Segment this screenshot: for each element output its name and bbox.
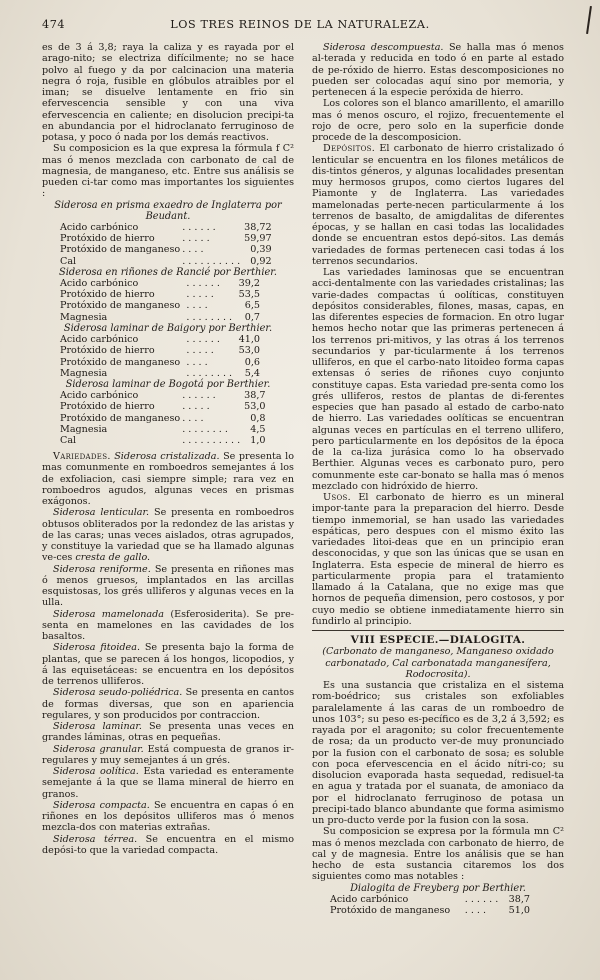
analysis-row [60, 368, 260, 379]
section-title: VIII ESPECIE.—DIALOGITA. [350, 634, 526, 646]
variety-tail: cresta de gallo. [75, 552, 151, 564]
running-title: LOS TRES REINOS DE LA NATURALEZA. [170, 18, 430, 31]
component-name: Acido carbónico [60, 278, 139, 290]
component-value: 0,8 [250, 412, 266, 424]
variety-item [42, 642, 294, 687]
analysis-row [60, 222, 272, 233]
variety-text: Se presenta en romboedros obtusos obliterados por la redondez de las aristas y de las caras; unas veces aislados, otras agrupados, y constituye la variedad que se ha llamado algunas ve-ces [42, 507, 294, 564]
leader-dots: . . . . . [186, 289, 214, 301]
leader-dots: . . . . [186, 300, 208, 312]
leader-dots: . . . . . [186, 345, 214, 357]
composition-paragraph: Su composicion es la que expresa la fórmula f C² mas ó menos mezclada con carbonato de cal de magnesia, de manganeso, etc. Entre sus análisis se pueden ci-tar como mas importantes los siguientes : [42, 143, 294, 200]
usos-label: Usos. [323, 492, 351, 503]
analysis-table [60, 222, 272, 267]
variety-text: Se presenta unas veces en grandes láminas, otras en pequeñas. [42, 721, 294, 744]
variety-name: Siderosa térrea. [53, 833, 138, 845]
component-name: Protóxido de manganeso [60, 244, 181, 256]
page-header [42, 18, 558, 31]
component-name: Acido carbónico [60, 222, 139, 233]
leader-dots: . . . . . . [182, 222, 216, 233]
component-value: 51,0 [508, 904, 530, 916]
leader-dots: . . . . . [182, 233, 210, 245]
component-name: Cal [60, 255, 77, 267]
variety-item [42, 834, 294, 857]
variety-text: Se encuentra en capas ó en riñones en los depósitos ulliferos mas ó menos mezcla-dos con materias extrañas. [42, 799, 294, 834]
variety-text: Esta variedad es enteramente semejante á la que se llama mineral de hierro en granos. [42, 766, 294, 800]
leader-dots: . . . . . . [186, 334, 220, 346]
analysis-row [60, 244, 272, 255]
varieties-label: Variedades. [53, 451, 111, 463]
descompuesta-text: Se halla mas ó menos al-terada y reducida en todo ó en parte al estado de pe-róxido de hierro. Estas descomposiciones no pueden ser colocadas aquí sino por memoria, y pertenecen á la especie peróxida de hierro. [312, 42, 564, 98]
intro-paragraph: es de 3 á 3,8; raya la caliza y es rayada por el arago-nito; se electriza difícilmente; no se hace polvo al fuego y da por calcinacion una materia negra ó roja, fusible en glóbulos atraibles por el iman; se disuelve lentamente en frio sin efervescencia sensible y con una viva efervescencia en caliente; en disolucion precipi-ta en abundancia por el hidroclanato ferruginoso de potasa, y poco ó nada por los demás reactivos. [42, 42, 294, 143]
variety-items [42, 507, 294, 856]
component-name: Protóxido de manganeso [60, 356, 181, 368]
analysis-row [60, 233, 272, 244]
left-column [42, 42, 294, 856]
leader-dots: . . . . . . . . [186, 311, 233, 323]
analysis-row [60, 345, 260, 356]
depositos-paragraph [312, 143, 564, 267]
analysis-row [330, 905, 530, 916]
analysis-row [60, 289, 260, 300]
variety-name: Siderosa oolítica. [53, 766, 139, 778]
variety-item [42, 721, 294, 744]
variety-text: Se presenta en riñones mas ó menos gruesos, implantados en las arcillas esquistosas, los grés ulliferos y algunas veces en la ulla. [42, 563, 294, 609]
dialogita-analysis-title: Dialogita de Freyberg por Berthier. [350, 882, 526, 894]
variety-item [42, 564, 294, 609]
component-name: Protóxido de hierro [60, 233, 155, 245]
colors-paragraph: Los colores son el blanco amarillento, el amarillo mas ó menos oscuro, el rojizo, frecuentemente el rojo de ocre, pero solo en la superficie donde procede de la descomposicion. [312, 98, 564, 143]
analysis-title: Siderosa laminar de Bogotá por Berthier. [65, 378, 271, 390]
analysis-row [60, 401, 266, 412]
leader-dots: . . . . . . . . . . [182, 255, 241, 267]
component-value: 38,7 [244, 390, 266, 402]
variety-text: Se presenta en cantos de formas diversas, que son en apariencia regulares, y son producidos por contraccion. [42, 687, 295, 721]
usos-paragraph [312, 492, 564, 627]
analysis-row [60, 278, 260, 289]
page-number: 474 [42, 18, 66, 31]
variety-item [42, 744, 294, 767]
variety-name: Siderosa reniforme. [53, 563, 151, 575]
variety-name: Siderosa lenticular. [53, 507, 150, 519]
margin-mark [586, 6, 592, 34]
component-name: Acido carbónico [60, 334, 139, 346]
analysis-row [60, 312, 260, 323]
usos-text: El carbonato de hierro es un mineral impor-tante para la preparacion del hierro. Desde tiempo inmemorial, se han usado las variedades espáticas, pero despues con el mismo éxito las variedades litoi-deas que en un principio eran desconocidas, y que son las únicas que se usan en Inglaterra. Esta especie de mineral de hierro es particularmente propia para el tratamiento llamado á la Catalana, que no exige mas que hornos de pequeña dimension, pero costosos, y por cuyo medio se obtiene inmediatamente hierro sin fundirlo al principio. [312, 492, 564, 627]
variety-name: Siderosa compacta. [53, 799, 150, 811]
component-value: 0,39 [250, 244, 272, 256]
analysis-row [60, 300, 260, 311]
component-value: 4,5 [250, 423, 266, 435]
variety-text: Se presenta bajo la forma de plantas, que se parecen á los hongos, licopodios, y á las equisetáceas: se encuentra en los depósitos de terrenos ulliferos. [42, 642, 294, 688]
component-value: 53,0 [238, 345, 260, 357]
varieties-paragraph [42, 451, 294, 507]
variety-text: Se encuentra en el mismo depósi-to que la variedad compacta. [42, 833, 294, 856]
leader-dots: . . . . . . [464, 893, 499, 905]
analysis-row [60, 390, 266, 401]
component-name: Protóxido de manganeso [330, 904, 451, 916]
variety-text: (Esferosiderita). Se pre-senta en mamelones en las cavidades de los basaltos. [42, 608, 294, 643]
component-value: 38,72 [244, 222, 272, 233]
variety-item [42, 687, 294, 721]
variety-item [42, 766, 294, 800]
component-name: Protóxido de manganeso [60, 412, 181, 424]
section-rule [312, 630, 564, 631]
component-name: Protóxido de hierro [60, 289, 155, 301]
analysis-row [60, 256, 272, 267]
analysis-table [60, 334, 260, 379]
leader-dots: . . . . . . [182, 390, 216, 402]
dialogita-analysis-table [330, 894, 530, 916]
component-value: 38,7 [508, 893, 530, 905]
leader-dots: . . . . [464, 904, 487, 916]
component-name: Acido carbónico [60, 390, 139, 402]
variety-name: Siderosa mamelonada [53, 608, 164, 620]
component-value: 53,5 [238, 289, 260, 301]
descompuesta-name: Siderosa descompuesta. [323, 42, 444, 53]
analysis-row [60, 413, 266, 424]
leader-dots: . . . . . . [186, 278, 220, 290]
varieties-name: Siderosa cristalizada. [114, 451, 220, 463]
variety-name: Siderosa granular. [53, 743, 144, 755]
leader-dots: . . . . [182, 412, 204, 424]
component-value: 0,7 [244, 311, 260, 323]
component-value: 53,0 [244, 401, 266, 413]
analysis-row [60, 334, 260, 345]
variety-name: Siderosa fitoidea. [53, 642, 140, 654]
component-name: Magnesia [60, 367, 108, 379]
right-column [312, 42, 564, 916]
variety-name: Siderosa laminar. [53, 721, 142, 733]
leader-dots: . . . . [186, 356, 208, 368]
component-value: 59,97 [244, 233, 272, 245]
component-value: 5,4 [244, 367, 260, 379]
variety-name: Siderosa seudo-poliédrica. [53, 687, 183, 699]
section-subtitle: (Carbonato de manganeso, Manganeso oxidado carbonatado, Cal carbonatada manganesífera, Rodocrosita). [322, 646, 554, 680]
dialogita-composition: Su composicion se expresa por la fórmula mn C² mas ó menos mezclada con carbonato de hierro, de cal y de magnesia. Entre los análisis que se han hecho de esta sustancia citaremos los dos siguientes como mas notables : [312, 826, 564, 883]
component-name: Magnesia [60, 423, 108, 435]
component-name: Protóxido de manganeso [60, 300, 181, 312]
analysis-table [60, 278, 260, 323]
leader-dots: . . . . . . . . . . [182, 435, 241, 446]
analysis-author: Beudant. [145, 210, 191, 222]
analysis-table [60, 390, 266, 446]
leader-dots: . . . . [182, 244, 204, 256]
analysis-row [60, 435, 266, 446]
analysis-row [330, 894, 530, 905]
analysis-title: Siderosa en riñones de Rancié por Berthier. [59, 266, 277, 278]
analysis-row [60, 424, 266, 435]
analysis-title: Siderosa laminar de Baigory por Berthier. [63, 322, 273, 334]
component-name: Protóxido de hierro [60, 401, 155, 413]
component-value: 0,92 [250, 255, 272, 267]
analysis-row [60, 357, 260, 368]
component-name: Cal [60, 435, 77, 446]
depositos-text: El carbonato de hierro cristalizado ó lenticular se encuentra en los filones metálicos de dis-tintos géneros, y algunas localidades presentan muy hermosos grupos, como ciertos lugares del Piamonte y de Inglaterra. Las variedades mamelonadas perte-necen particularmente á los terrenos de basalto, de amigdalitas de diferentes épocas, y se hallan en casi todas las localidades donde se encuentran estos depó-sitos. Las demás variedades de formas pertenecen casi todas á los terrenos secundarios. [312, 143, 564, 267]
variety-item [42, 609, 294, 643]
analyses-list [42, 200, 294, 447]
component-value: 39,2 [238, 278, 260, 290]
leader-dots: . . . . . . . . [186, 367, 233, 379]
component-value: 1,0 [250, 435, 266, 446]
variety-item [42, 507, 294, 563]
component-name: Acido carbónico [330, 893, 409, 905]
varieties-text: Se presenta lo mas comunmente en romboedros semejantes á los de exfoliacion, casi siempre simple; rara vez en romboedros agudos, algunas veces en prismas exágonos. [42, 451, 294, 508]
leader-dots: . . . . . [182, 401, 210, 413]
dialogita-paragraph: Es una sustancia que cristaliza en el sistema rom-boédrico; sus cristales son exfoliables paralelamente á las caras de un romboedro de unos 103°; su peso es-pecífico es de 3,2 á 3,592; es rayada por el aragonito; su color frecuentemente de rosa; da un producto ver-de muy pronunciado por la fusion con el carbonato de sosa; es soluble con poca efervescencia en el ácido nítri-co; su disolucion evaporada hasta sequedad, redisuel-ta en agua y tratada por el suanata, de amoniaco da por el hidroclanato ferruginoso de potasa un precipi-tado blanco abundante que forma asimismo un pro-ducto verde por la fusion con la sosa. [312, 680, 564, 826]
variety-text: Está compuesta de granos ir-regulares y muy semejantes á un grés. [42, 743, 294, 766]
laminosas-paragraph: Las variedades laminosas que se encuentran acci-dentalmente con las variedades cristalinas; las varie-dades compactas ú oolíticas, constituyen depósitos considerables, filones, masas, capas, en las diferentes especies de formacion. En otro lugar hemos hecho notar que las primeras pertenecen á los terrenos pri-mitivos, y las otras á los terrenos secundarios y par-ticularmente á los terrenos ulliferos, en que el carbo-nato litoideo forma capas extensas ó series de riñones cuyo conjunto constituye capas. Esta variedad pre-senta como los grés ulliferos, restos de plantas de di-ferentes especies que han pasado al estado de carbo-nato de hierro. Las variedades oolíticas se encuentran algunas veces en partículas en el terreno ullifero, pero particularmente en los depósitos de la época de la ca-liza jurásica como lo ha observado Berthier. Algunas veces es carbonato puro, pero comunmente este car-bonato se halla mas ó menos mezclado con hidróxido de hierro. [312, 267, 564, 492]
component-value: 6,5 [244, 300, 260, 312]
component-value: 41,0 [238, 334, 260, 346]
descompuesta-paragraph [312, 42, 564, 98]
variety-item [42, 800, 294, 834]
component-value: 0,6 [244, 356, 260, 368]
leader-dots: . . . . . . . . [182, 423, 228, 435]
depositos-label: Depósitos. [323, 143, 376, 155]
analysis-title: Siderosa en prisma exaedro de Inglaterra por [54, 199, 282, 211]
component-name: Protóxido de hierro [60, 345, 155, 357]
component-name: Magnesia [60, 311, 108, 323]
